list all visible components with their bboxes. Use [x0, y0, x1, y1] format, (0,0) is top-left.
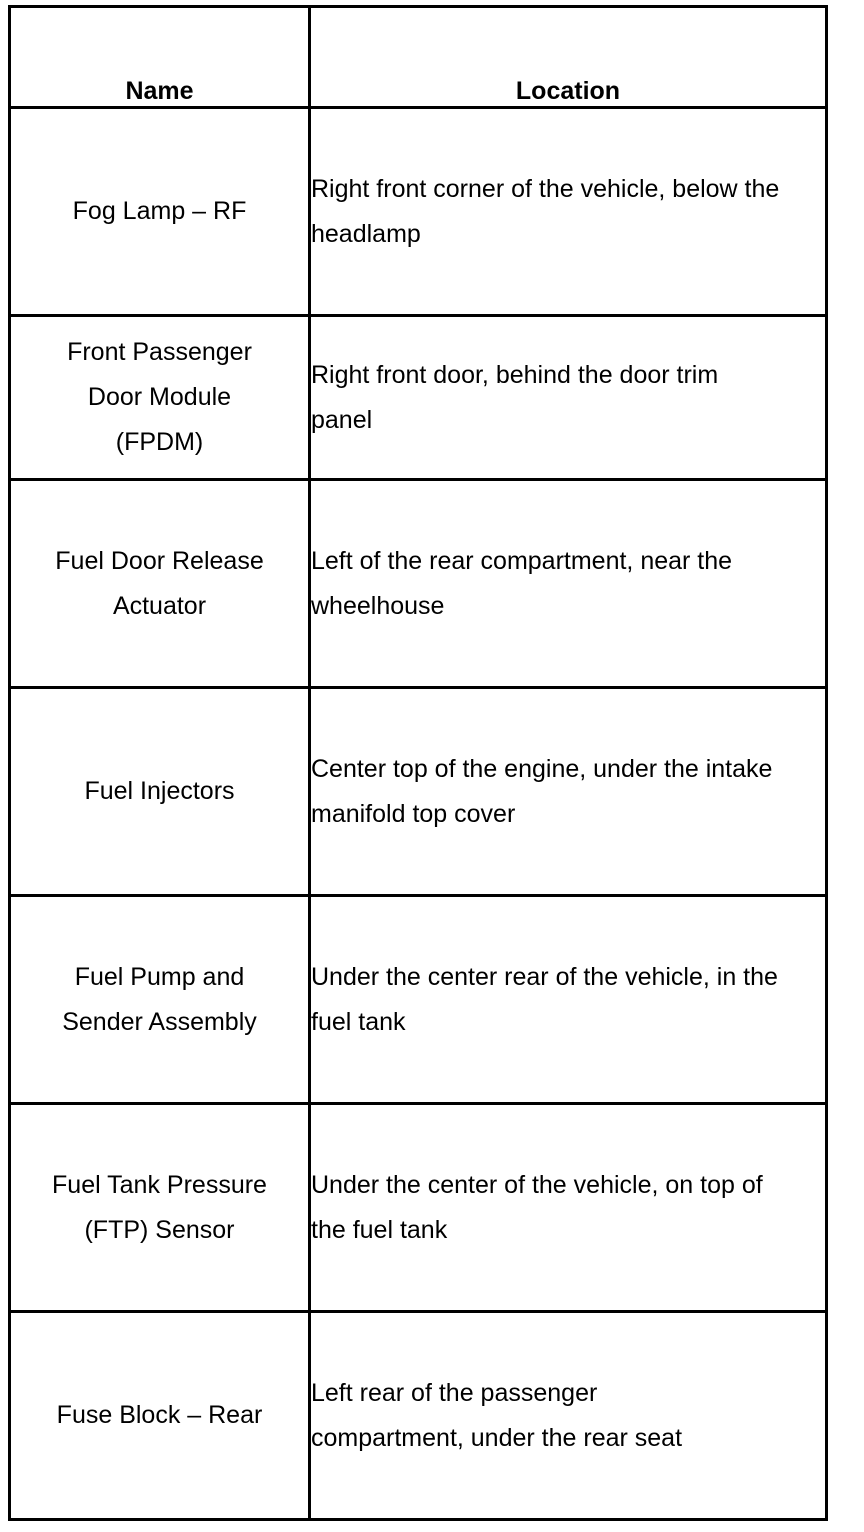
- component-name: Fuel Pump and Sender Assembly: [10, 896, 310, 1104]
- component-location: Center top of the engine, under the intake manifold top cover: [310, 688, 827, 896]
- component-location: Left of the rear compartment, near the wheelhouse: [310, 480, 827, 688]
- component-location: Right front door, behind the door trim panel: [310, 316, 827, 480]
- table-body: [10, 108, 827, 1520]
- component-location: Left rear of the passenger compartment, under the rear seat: [310, 1312, 827, 1520]
- component-location: Under the center rear of the vehicle, in the fuel tank: [310, 896, 827, 1104]
- table-header: [10, 7, 827, 108]
- component-name: Fuse Block – Rear: [10, 1312, 310, 1520]
- table-row: [10, 1312, 827, 1520]
- component-location: Right front corner of the vehicle, below the headlamp: [310, 108, 827, 316]
- table-row: [10, 896, 827, 1104]
- component-name: Fuel Injectors: [10, 688, 310, 896]
- table-row: [10, 108, 827, 316]
- table-row: [10, 480, 827, 688]
- component-name: Fog Lamp – RF: [10, 108, 310, 316]
- column-header-name: Name: [10, 7, 310, 108]
- component-name: Fuel Door Release Actuator: [10, 480, 310, 688]
- component-name: Front Passenger Door Module (FPDM): [10, 316, 310, 480]
- table-row: [10, 1104, 827, 1312]
- table-row: [10, 316, 827, 480]
- component-location-table: [8, 5, 828, 1521]
- component-location: Under the center of the vehicle, on top of the fuel tank: [310, 1104, 827, 1312]
- header-row: [10, 7, 827, 108]
- component-name: Fuel Tank Pressure (FTP) Sensor: [10, 1104, 310, 1312]
- table-row: [10, 688, 827, 896]
- column-header-location: Location: [310, 7, 827, 108]
